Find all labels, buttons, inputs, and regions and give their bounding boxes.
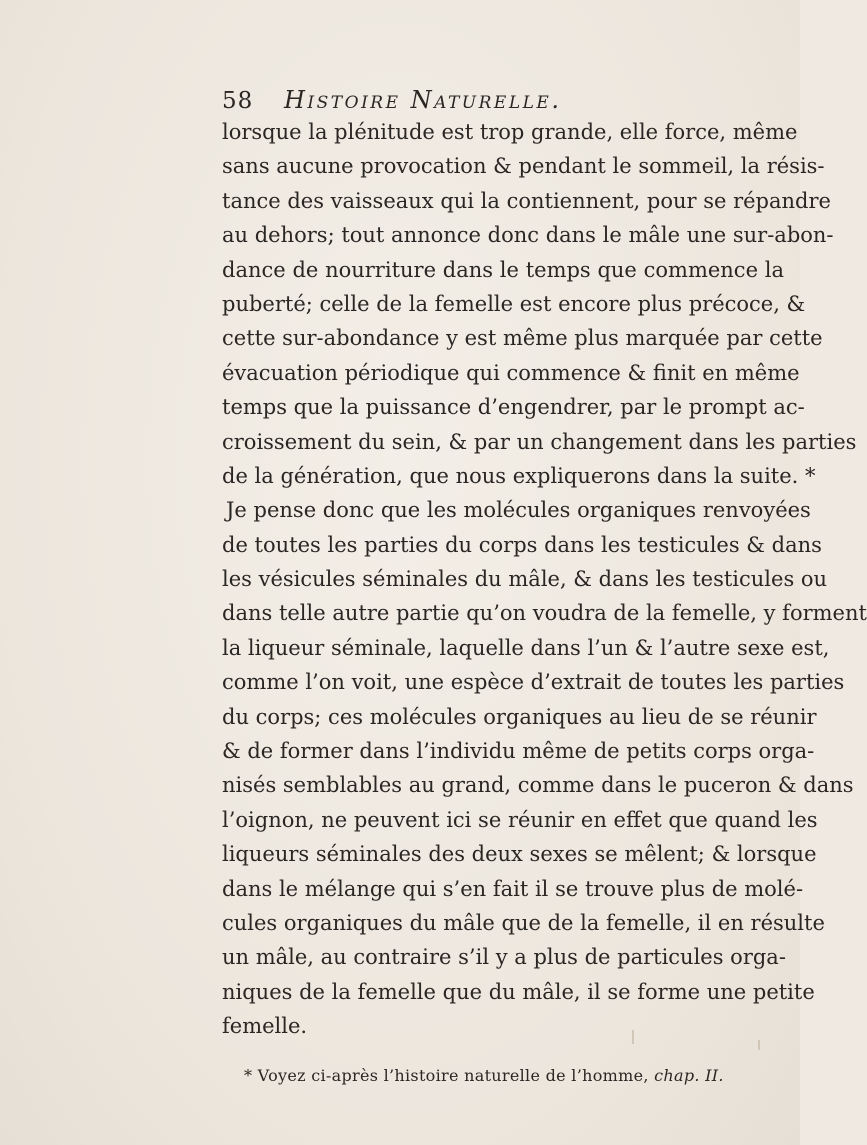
text-line: & de former dans l’individu même de petits corps orga- [222,739,815,764]
text-line: cette sur-abondance y est même plus marquée par cette [222,326,823,351]
text-line: dans telle autre partie qu’on voudra de la femelle, y forment [222,601,867,626]
paper-blemish [632,1030,634,1044]
text-line: temps que la puissance d’engendrer, par le prompt ac- [222,395,805,420]
running-title: Histoire Naturelle. [284,86,562,114]
body-text [222,115,867,1044]
text-line: de la génération, que nous expliquerons dans la suite. * [222,463,816,488]
text-line: au dehors; tout annonce donc dans le mâle une sur-abon- [222,223,834,248]
text-line: cules organiques du mâle que de la femelle, il en résulte [222,910,825,935]
footnote [244,1066,764,1085]
text-line: liqueurs séminales des deux sexes se mêlent; & lorsque [222,842,817,867]
text-line: lorsque la plénitude est trop grande, elle force, même [222,120,798,144]
text-line: puberté; celle de la femelle est encore plus précoce, & [222,291,806,316]
page-number: 58 [222,88,254,114]
text-line: niques de la femelle que du mâle, il se forme une petite [222,979,815,1004]
text-line: les vésicules séminales du mâle, & dans les testicules ou [222,567,828,592]
text-line: du corps; ces molécules organiques au lieu de se réunir [222,704,817,729]
paragraph-start-line: Je pense donc que les molécules organiques renvoyées [226,498,811,523]
text-line: la liqueur séminale, laquelle dans l’un & l’autre sexe est, [222,635,830,660]
text-line: sans aucune provocation & pendant le sommeil, la résis- [222,154,825,179]
text-line: nisés semblables au grand, comme dans le puceron & dans [222,773,854,798]
footnote-reference: chap. II. [654,1066,724,1085]
text-line: femelle. [222,1014,308,1039]
text-line: l’oignon, ne peuvent ici se réunir en effet que quand les [222,807,818,832]
text-line: croissement du sein, & par un changement dans les parties [222,429,857,454]
text-line: de toutes les parties du corps dans les testicules & dans [222,532,822,557]
paper-blemish [758,1040,760,1050]
text-line: évacuation périodique qui commence & finit en même [222,360,800,385]
text-line: dans le mélange qui s’en fait il se trouve plus de molé- [222,876,804,901]
text-line: comme l’on voit, une espèce d’extrait de toutes les parties [222,670,845,695]
text-line: un mâle, au contraire s’il y a plus de particules orga- [222,945,786,970]
footnote-text: * Voyez ci-après l’histoire naturelle de l’homme, [244,1066,655,1085]
text-line: tance des vaisseaux qui la contiennent, pour se répandre [222,188,831,213]
text-line: dance de nourriture dans le temps que commence la [222,257,784,282]
